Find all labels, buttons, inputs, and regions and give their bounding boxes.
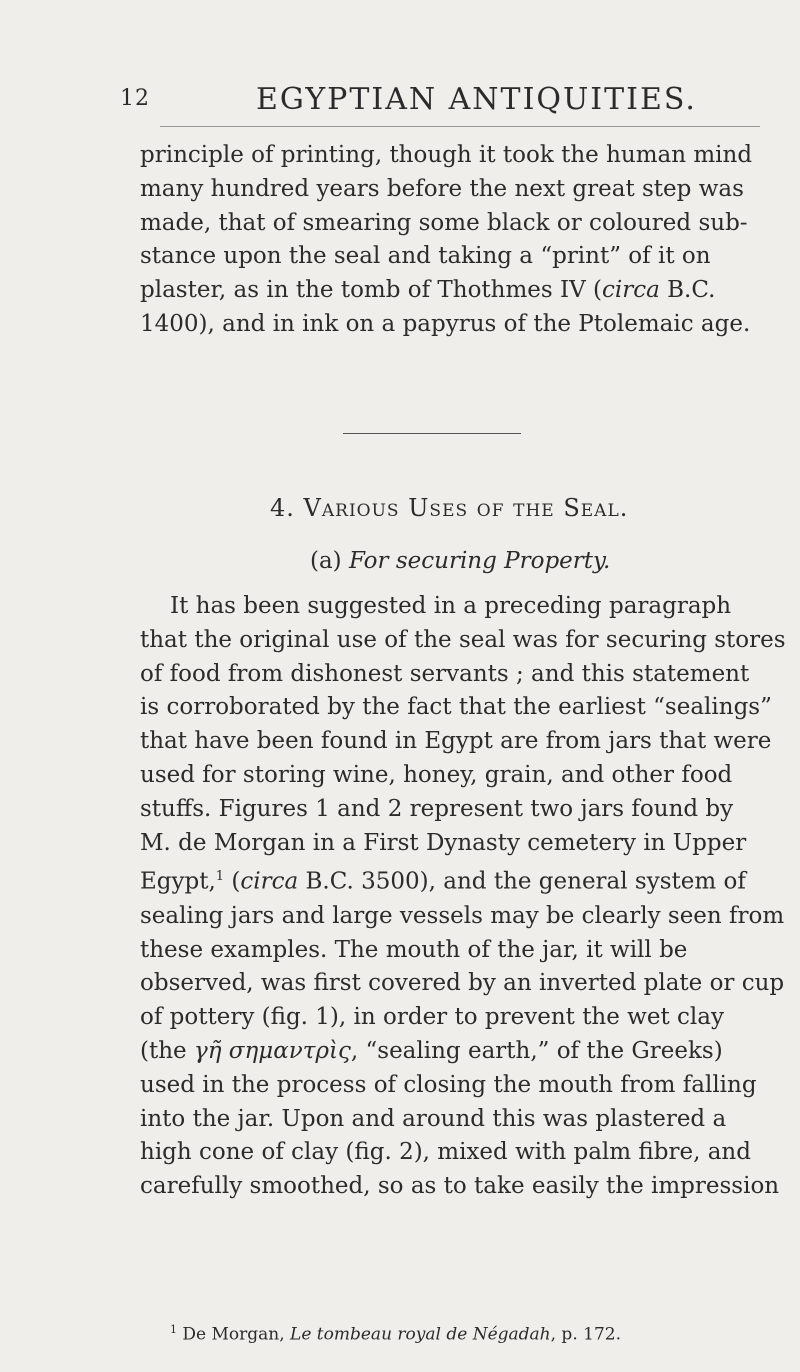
text-line: is corroborated by the fact that the earliest “sealings” <box>140 694 772 721</box>
text-line: used for storing wine, honey, grain, and other food <box>140 761 733 788</box>
text-line: of pottery (fig. 1), in order to prevent the wet clay <box>140 1004 724 1031</box>
subsection-title: For securing Property. <box>348 548 611 574</box>
text-line: stuffs. Figures 1 and 2 represent two jars found by <box>140 795 734 822</box>
text-line: (the γῆ σημαντρὶς, “sealing earth,” of the Greeks) <box>140 1038 723 1065</box>
section-divider <box>343 433 521 434</box>
text-line: stance upon the seal and taking a “print” of it on <box>140 243 711 270</box>
paragraph-body <box>140 590 786 1204</box>
footnote-title: Le tombeau royal de Négadah <box>290 1324 551 1345</box>
paragraph-continued <box>140 139 766 342</box>
subsection-heading <box>310 548 750 574</box>
text-line: It has been suggested in a preceding paragraph <box>170 593 732 619</box>
text-line: that have been found in Egypt are from jars that were <box>140 728 772 755</box>
section-number: 4. <box>270 494 295 522</box>
text-line: principle of printing, though it took the human mind <box>140 142 753 168</box>
text-line: sealing jars and large vessels may be clearly seen from <box>140 902 785 929</box>
greek-phrase: γῆ σημαντρὶς <box>193 1038 351 1065</box>
text-line: observed, was first covered by an inverted plate or cup <box>140 970 785 997</box>
text-line: of food from dishonest servants ; and this statement <box>140 660 750 687</box>
text-line: high cone of clay (fig. 2), mixed with palm fibre, and <box>140 1139 751 1166</box>
footnote: $^1$ De Morgan, Le tombeau royal de Négadah, p. 172. <box>170 1323 621 1345</box>
header-rule <box>160 126 760 127</box>
section-title: Various Uses of the Seal. <box>303 494 629 522</box>
text-line: 1400), and in ink on a papyrus of the Ptolemaic age. <box>140 310 751 337</box>
text-line: made, that of smearing some black or coloured sub- <box>140 209 748 236</box>
page-header <box>0 82 800 122</box>
footnote-marker: 1 <box>170 1323 177 1336</box>
text-line: plaster, as in the tomb of Thothmes IV (circa B.C. <box>140 277 716 304</box>
text-line: that the original use of the seal was for securing stores <box>140 626 786 653</box>
text-line: into the jar. Upon and around this was plastered a <box>140 1105 727 1132</box>
subsection-label: (a) <box>310 548 342 574</box>
text-line: many hundred years before the next great step was <box>140 175 744 202</box>
text-line: these examples. The mouth of the jar, it will be <box>140 936 688 963</box>
footnote-ref: 1 <box>215 869 225 885</box>
page-number: 12 <box>120 86 150 111</box>
running-title: EGYPTIAN ANTIQUITIES. <box>256 82 697 117</box>
section-heading <box>270 494 770 522</box>
text-line: M. de Morgan in a First Dynasty cemetery in Upper <box>140 829 747 856</box>
text-line: used in the process of closing the mouth from falling <box>140 1071 757 1098</box>
text-line: carefully smoothed, so as to take easily the impression <box>140 1173 780 1200</box>
text-line: Egypt,$^1$ (circa B.C. 3500), and the general system of <box>140 869 746 896</box>
